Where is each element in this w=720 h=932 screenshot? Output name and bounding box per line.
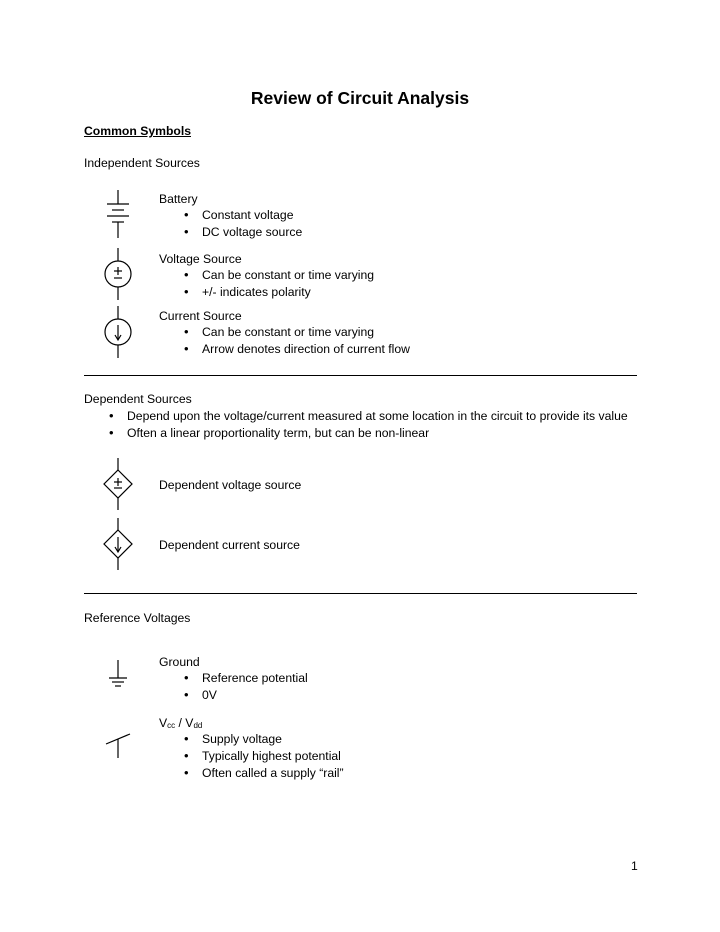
page-number: 1 (631, 859, 638, 873)
independent-sources-heading: Independent Sources (84, 156, 200, 170)
voltage-source-icon (100, 248, 140, 302)
section-divider (84, 593, 637, 594)
ground-label: Ground (159, 655, 200, 669)
voltage-source-bullet: • +/- indicates polarity (202, 284, 311, 300)
page-title: Review of Circuit Analysis (250, 88, 470, 108)
supply-bullet: • Typically highest potential (202, 748, 341, 764)
battery-label: Battery (159, 192, 198, 206)
current-source-bullet: • Can be constant or time varying (202, 324, 374, 340)
reference-voltages-heading: Reference Voltages (84, 611, 191, 625)
dependent-voltage-label: Dependent voltage source (159, 478, 302, 492)
dependent-sources-heading: Dependent Sources (84, 392, 192, 406)
dependent-voltage-source-icon (100, 458, 140, 512)
supply-bullet: • Often called a supply “rail” (202, 765, 344, 781)
supply-label: $V_{cc} / V_{dd}$ (159, 716, 203, 730)
battery-icon (100, 190, 140, 240)
dependent-bullet: • Depend upon the voltage/current measured at some location in the circuit to provide its value (127, 408, 628, 424)
ground-icon (100, 660, 140, 692)
battery-bullet: • DC voltage source (202, 224, 302, 240)
dependent-bullet: • Often a linear proportionality term, but can be non-linear (127, 425, 429, 441)
voltage-source-bullet: • Can be constant or time varying (202, 267, 374, 283)
dependent-current-label: Dependent current source (159, 538, 300, 552)
supply-bullet: • Supply voltage (202, 731, 282, 747)
current-source-label: Current Source (159, 309, 242, 323)
battery-bullet: • Constant voltage (202, 207, 293, 223)
dependent-current-source-icon (100, 518, 140, 572)
section-divider (84, 375, 637, 376)
supply-rail-icon (100, 730, 140, 760)
current-source-bullet: • Arrow denotes direction of current flow (202, 341, 410, 357)
ground-bullet: • Reference potential (202, 670, 308, 686)
voltage-source-label: Voltage Source (159, 252, 242, 266)
current-source-icon (100, 306, 140, 360)
common-symbols-heading: Common Symbols (84, 124, 191, 138)
ground-bullet: • 0V (202, 687, 217, 703)
